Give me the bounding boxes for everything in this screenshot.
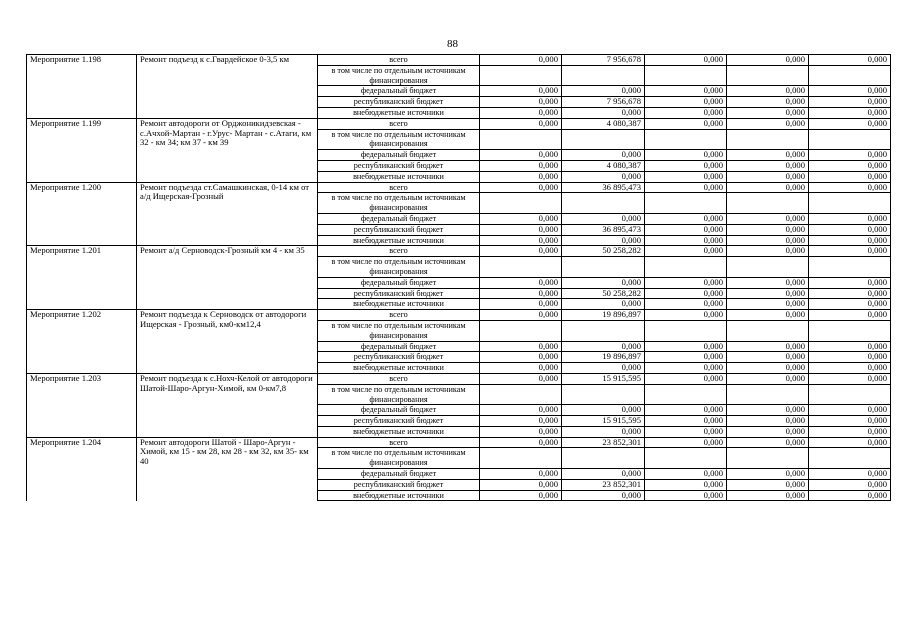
- amount-cell: [480, 448, 562, 469]
- amount-cell: 0,000: [645, 171, 727, 182]
- amount-cell: [645, 257, 727, 278]
- amount-cell: [562, 193, 645, 214]
- amount-cell: 0,000: [727, 86, 809, 97]
- amount-cell: 0,000: [727, 479, 809, 490]
- funding-source-label: в том числе по отдельным источникам финансирования: [318, 65, 480, 86]
- amount-cell: 0,000: [645, 341, 727, 352]
- event-id: Мероприятие 1.200: [27, 182, 137, 246]
- amount-cell: 0,000: [727, 405, 809, 416]
- amount-cell: 0,000: [645, 363, 727, 374]
- amount-cell: 19 896,897: [562, 310, 645, 321]
- funding-source-label: всего: [318, 373, 480, 384]
- amount-cell: 7 956,678: [562, 97, 645, 108]
- amount-cell: [480, 193, 562, 214]
- amount-cell: 0,000: [809, 55, 891, 66]
- amount-cell: [645, 193, 727, 214]
- amount-cell: 0,000: [645, 97, 727, 108]
- amount-cell: 0,000: [809, 352, 891, 363]
- amount-cell: 0,000: [480, 224, 562, 235]
- amount-cell: 0,000: [480, 341, 562, 352]
- amount-cell: 0,000: [809, 107, 891, 118]
- funding-source-label: всего: [318, 246, 480, 257]
- amount-cell: 0,000: [480, 150, 562, 161]
- amount-cell: 0,000: [809, 299, 891, 310]
- funding-source-label: внебюджетные источники: [318, 426, 480, 437]
- funding-source-label: внебюджетные источники: [318, 299, 480, 310]
- amount-cell: 0,000: [727, 437, 809, 448]
- funding-source-label: внебюджетные источники: [318, 171, 480, 182]
- amount-cell: 0,000: [727, 160, 809, 171]
- amount-cell: 0,000: [727, 363, 809, 374]
- table-row: [27, 118, 891, 129]
- amount-cell: 0,000: [727, 416, 809, 427]
- amount-cell: 0,000: [480, 437, 562, 448]
- amount-cell: 0,000: [480, 86, 562, 97]
- amount-cell: 0,000: [809, 277, 891, 288]
- amount-cell: 0,000: [480, 246, 562, 257]
- amount-cell: 0,000: [809, 363, 891, 374]
- event-id: Мероприятие 1.201: [27, 246, 137, 310]
- amount-cell: [727, 65, 809, 86]
- amount-cell: [562, 384, 645, 405]
- amount-cell: 0,000: [809, 150, 891, 161]
- amount-cell: 4 080,387: [562, 118, 645, 129]
- funding-source-label: всего: [318, 55, 480, 66]
- amount-cell: 0,000: [727, 352, 809, 363]
- amount-cell: 0,000: [809, 246, 891, 257]
- amount-cell: 0,000: [480, 490, 562, 501]
- event-id: Мероприятие 1.203: [27, 373, 137, 437]
- amount-cell: [480, 257, 562, 278]
- amount-cell: 36 895,473: [562, 224, 645, 235]
- amount-cell: 0,000: [727, 373, 809, 384]
- amount-cell: 36 895,473: [562, 182, 645, 193]
- funding-source-label: федеральный бюджет: [318, 341, 480, 352]
- amount-cell: 0,000: [480, 352, 562, 363]
- amount-cell: 0,000: [645, 416, 727, 427]
- funding-source-label: федеральный бюджет: [318, 213, 480, 224]
- amount-cell: [562, 320, 645, 341]
- amount-cell: 0,000: [727, 246, 809, 257]
- amount-cell: 0,000: [562, 341, 645, 352]
- amount-cell: [727, 384, 809, 405]
- amount-cell: 0,000: [480, 310, 562, 321]
- amount-cell: 0,000: [727, 118, 809, 129]
- amount-cell: [727, 193, 809, 214]
- funding-source-label: республиканский бюджет: [318, 97, 480, 108]
- amount-cell: 0,000: [562, 469, 645, 480]
- table-row: [27, 55, 891, 66]
- amount-cell: [480, 129, 562, 150]
- amount-cell: 0,000: [727, 469, 809, 480]
- amount-cell: 0,000: [645, 224, 727, 235]
- amount-cell: 23 852,301: [562, 479, 645, 490]
- amount-cell: 0,000: [480, 373, 562, 384]
- amount-cell: 0,000: [727, 310, 809, 321]
- amount-cell: 0,000: [727, 150, 809, 161]
- amount-cell: 0,000: [809, 437, 891, 448]
- amount-cell: 0,000: [727, 277, 809, 288]
- funding-source-label: республиканский бюджет: [318, 160, 480, 171]
- amount-cell: 0,000: [809, 213, 891, 224]
- amount-cell: [727, 320, 809, 341]
- funding-source-label: республиканский бюджет: [318, 416, 480, 427]
- amount-cell: 0,000: [645, 490, 727, 501]
- event-name: Ремонт подъезд к с.Гвардейское 0-3,5 км: [137, 55, 318, 119]
- amount-cell: 0,000: [645, 479, 727, 490]
- amount-cell: 0,000: [809, 426, 891, 437]
- amount-cell: [645, 129, 727, 150]
- amount-cell: 0,000: [809, 86, 891, 97]
- amount-cell: 50 258,282: [562, 246, 645, 257]
- funding-source-label: всего: [318, 437, 480, 448]
- funding-source-label: в том числе по отдельным источникам финансирования: [318, 193, 480, 214]
- amount-cell: 0,000: [480, 416, 562, 427]
- amount-cell: 23 852,301: [562, 437, 645, 448]
- amount-cell: 0,000: [480, 277, 562, 288]
- event-name: Ремонт автодороги от Орджоникидзевская - с.Ачхой-Мартан - г.Урус- Мартан - с.Атаги, км 32 - км 34; км 37 - км 39: [137, 118, 318, 182]
- amount-cell: 0,000: [727, 55, 809, 66]
- event-name: Ремонт подъезда к Серноводск от автодороги Ищерская - Грозный, км0-км12,4: [137, 310, 318, 374]
- funding-source-label: всего: [318, 118, 480, 129]
- event-name: Ремонт а/д Серноводск-Грозный км 4 - км 35: [137, 246, 318, 310]
- funding-source-label: внебюджетные источники: [318, 363, 480, 374]
- amount-cell: [562, 448, 645, 469]
- table-row: [27, 437, 891, 448]
- funding-source-label: в том числе по отдельным источникам финансирования: [318, 129, 480, 150]
- amount-cell: 0,000: [645, 405, 727, 416]
- amount-cell: 0,000: [645, 160, 727, 171]
- amount-cell: 0,000: [809, 224, 891, 235]
- funding-source-label: всего: [318, 182, 480, 193]
- amount-cell: 0,000: [645, 107, 727, 118]
- amount-cell: 0,000: [645, 182, 727, 193]
- amount-cell: 0,000: [809, 373, 891, 384]
- funding-source-label: федеральный бюджет: [318, 405, 480, 416]
- budget-table: [26, 54, 891, 501]
- amount-cell: 0,000: [809, 97, 891, 108]
- amount-cell: 0,000: [480, 213, 562, 224]
- amount-cell: [809, 129, 891, 150]
- amount-cell: [809, 257, 891, 278]
- funding-source-label: внебюджетные источники: [318, 107, 480, 118]
- amount-cell: 0,000: [809, 490, 891, 501]
- amount-cell: 0,000: [480, 479, 562, 490]
- amount-cell: 0,000: [645, 437, 727, 448]
- amount-cell: 0,000: [809, 479, 891, 490]
- amount-cell: 0,000: [645, 352, 727, 363]
- amount-cell: [727, 448, 809, 469]
- amount-cell: [562, 257, 645, 278]
- amount-cell: [727, 257, 809, 278]
- amount-cell: 0,000: [480, 299, 562, 310]
- funding-source-label: в том числе по отдельным источникам финансирования: [318, 257, 480, 278]
- amount-cell: [809, 448, 891, 469]
- amount-cell: 0,000: [727, 182, 809, 193]
- amount-cell: 0,000: [562, 426, 645, 437]
- amount-cell: [645, 65, 727, 86]
- amount-cell: 0,000: [727, 299, 809, 310]
- page-number: 88: [447, 38, 458, 50]
- funding-source-label: федеральный бюджет: [318, 150, 480, 161]
- amount-cell: 7 956,678: [562, 55, 645, 66]
- amount-cell: 0,000: [645, 426, 727, 437]
- amount-cell: 0,000: [727, 426, 809, 437]
- amount-cell: 0,000: [727, 97, 809, 108]
- event-id: Мероприятие 1.199: [27, 118, 137, 182]
- amount-cell: 0,000: [562, 235, 645, 246]
- amount-cell: 0,000: [809, 341, 891, 352]
- amount-cell: 0,000: [645, 213, 727, 224]
- amount-cell: 0,000: [727, 224, 809, 235]
- amount-cell: 0,000: [480, 288, 562, 299]
- table-row: [27, 182, 891, 193]
- amount-cell: [727, 129, 809, 150]
- amount-cell: 0,000: [480, 405, 562, 416]
- funding-source-label: республиканский бюджет: [318, 224, 480, 235]
- amount-cell: 0,000: [562, 490, 645, 501]
- amount-cell: 0,000: [480, 363, 562, 374]
- funding-source-label: в том числе по отдельным источникам финансирования: [318, 384, 480, 405]
- amount-cell: 0,000: [480, 469, 562, 480]
- amount-cell: 19 896,897: [562, 352, 645, 363]
- amount-cell: 0,000: [809, 310, 891, 321]
- amount-cell: 0,000: [562, 299, 645, 310]
- funding-source-label: в том числе по отдельным источникам финансирования: [318, 448, 480, 469]
- amount-cell: [809, 320, 891, 341]
- amount-cell: 0,000: [809, 288, 891, 299]
- amount-cell: 0,000: [727, 107, 809, 118]
- amount-cell: 4 080,387: [562, 160, 645, 171]
- amount-cell: 0,000: [809, 416, 891, 427]
- amount-cell: 0,000: [480, 118, 562, 129]
- funding-source-label: внебюджетные источники: [318, 490, 480, 501]
- event-id: Мероприятие 1.204: [27, 437, 137, 501]
- funding-source-label: в том числе по отдельным источникам финансирования: [318, 320, 480, 341]
- amount-cell: 0,000: [480, 426, 562, 437]
- event-id: Мероприятие 1.202: [27, 310, 137, 374]
- amount-cell: 0,000: [562, 363, 645, 374]
- amount-cell: 0,000: [727, 235, 809, 246]
- amount-cell: 0,000: [480, 235, 562, 246]
- event-name: Ремонт автодороги Шатой - Шаро-Аргун - Химой, км 15 - км 28, км 28 - км 32, км 35- км 40: [137, 437, 318, 501]
- amount-cell: 0,000: [480, 97, 562, 108]
- amount-cell: 0,000: [809, 182, 891, 193]
- amount-cell: 0,000: [645, 310, 727, 321]
- amount-cell: 0,000: [809, 160, 891, 171]
- amount-cell: 0,000: [645, 246, 727, 257]
- amount-cell: 0,000: [645, 277, 727, 288]
- amount-cell: [480, 320, 562, 341]
- funding-source-label: федеральный бюджет: [318, 86, 480, 97]
- funding-source-label: республиканский бюджет: [318, 352, 480, 363]
- amount-cell: 0,000: [480, 171, 562, 182]
- amount-cell: 15 915,595: [562, 373, 645, 384]
- amount-cell: [562, 65, 645, 86]
- event-name: Ремонт подъезда ст.Самашкинская, 0-14 км от а/д Ищерская-Грозный: [137, 182, 318, 246]
- funding-source-label: республиканский бюджет: [318, 479, 480, 490]
- table-row: [27, 373, 891, 384]
- amount-cell: 0,000: [645, 288, 727, 299]
- amount-cell: 0,000: [809, 235, 891, 246]
- amount-cell: 0,000: [562, 150, 645, 161]
- amount-cell: 0,000: [727, 171, 809, 182]
- amount-cell: 0,000: [645, 55, 727, 66]
- amount-cell: 0,000: [727, 341, 809, 352]
- amount-cell: 15 915,595: [562, 416, 645, 427]
- amount-cell: 0,000: [480, 182, 562, 193]
- amount-cell: 0,000: [645, 118, 727, 129]
- amount-cell: 0,000: [480, 160, 562, 171]
- amount-cell: 0,000: [562, 213, 645, 224]
- amount-cell: 0,000: [727, 288, 809, 299]
- amount-cell: 0,000: [809, 118, 891, 129]
- amount-cell: 0,000: [562, 86, 645, 97]
- amount-cell: 0,000: [562, 107, 645, 118]
- amount-cell: 0,000: [645, 373, 727, 384]
- funding-source-label: всего: [318, 310, 480, 321]
- amount-cell: 0,000: [562, 405, 645, 416]
- table-row: [27, 310, 891, 321]
- amount-cell: 0,000: [645, 299, 727, 310]
- amount-cell: [809, 65, 891, 86]
- amount-cell: [480, 65, 562, 86]
- amount-cell: [809, 193, 891, 214]
- amount-cell: 0,000: [809, 171, 891, 182]
- amount-cell: 0,000: [809, 469, 891, 480]
- amount-cell: 0,000: [645, 469, 727, 480]
- amount-cell: 0,000: [809, 405, 891, 416]
- amount-cell: [645, 320, 727, 341]
- amount-cell: 0,000: [480, 55, 562, 66]
- amount-cell: [480, 384, 562, 405]
- amount-cell: 0,000: [562, 171, 645, 182]
- amount-cell: [645, 448, 727, 469]
- amount-cell: 0,000: [562, 277, 645, 288]
- amount-cell: [645, 384, 727, 405]
- funding-source-label: внебюджетные источники: [318, 235, 480, 246]
- amount-cell: 0,000: [727, 213, 809, 224]
- funding-source-label: республиканский бюджет: [318, 288, 480, 299]
- amount-cell: [809, 384, 891, 405]
- funding-source-label: федеральный бюджет: [318, 277, 480, 288]
- funding-source-label: федеральный бюджет: [318, 469, 480, 480]
- amount-cell: 0,000: [480, 107, 562, 118]
- amount-cell: 0,000: [645, 86, 727, 97]
- amount-cell: 50 258,282: [562, 288, 645, 299]
- amount-cell: [562, 129, 645, 150]
- amount-cell: 0,000: [727, 490, 809, 501]
- amount-cell: 0,000: [645, 150, 727, 161]
- event-id: Мероприятие 1.198: [27, 55, 137, 119]
- table-row: [27, 246, 891, 257]
- amount-cell: 0,000: [645, 235, 727, 246]
- event-name: Ремонт подъезда к с.Нохч-Келой от автодороги Шатой-Шаро-Аргун-Химой, км 0-км7,8: [137, 373, 318, 437]
